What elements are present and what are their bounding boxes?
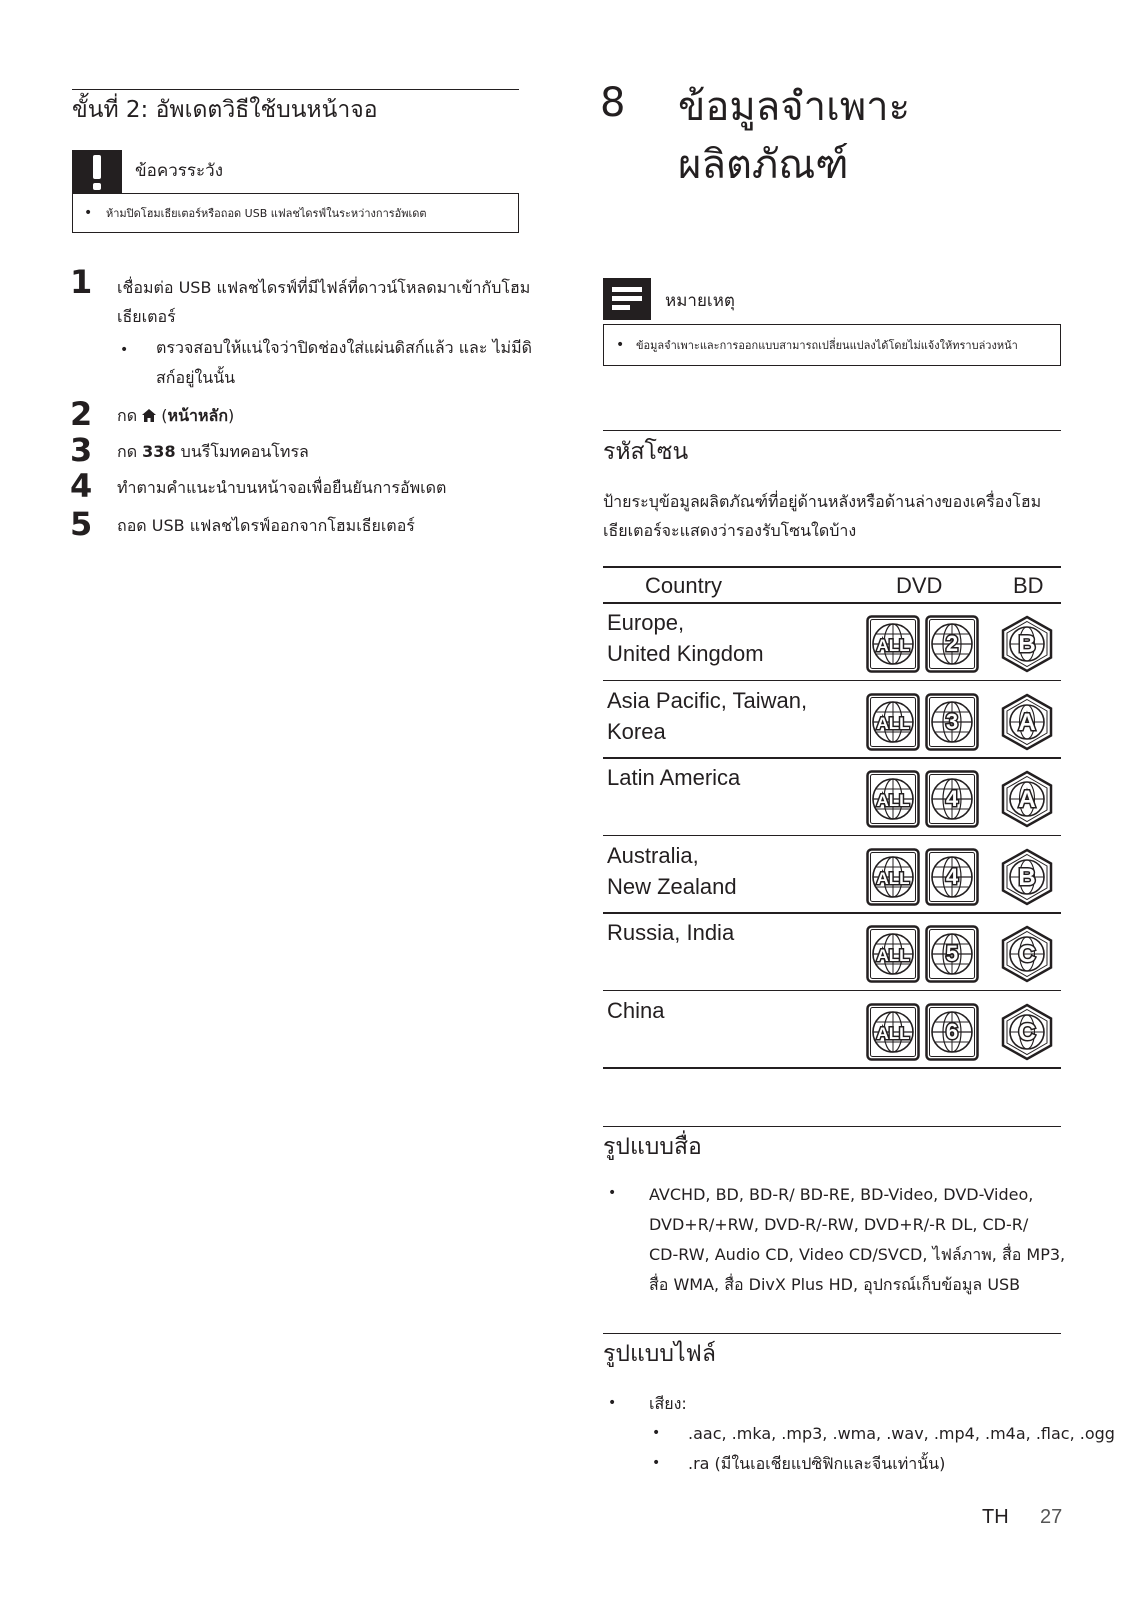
step-number: 4 xyxy=(70,467,93,505)
bd-region-b-icon xyxy=(1000,615,1054,673)
table-header-bd: BD xyxy=(1013,573,1044,598)
step-prefix: กด xyxy=(117,406,138,425)
bd-region-a-icon xyxy=(1000,770,1054,828)
svg-text:3: 3 xyxy=(945,708,959,734)
region-country: Russia, India xyxy=(607,920,735,945)
media-section-title: รูปแบบสื่อ xyxy=(603,1134,702,1160)
svg-text:4: 4 xyxy=(945,786,959,811)
region-country: Europe, xyxy=(607,610,685,635)
caution-item: ห้ามปิดโฮมเธียเตอร์หรือถอด USB แฟลชไดรฟ์ในระหว่างการอัพเดต xyxy=(106,207,427,220)
region-section-title: รหัสโซน xyxy=(603,439,689,465)
bullet-icon: • xyxy=(608,1185,617,1201)
media-line: AVCHD, BD, BD-R/ BD-RE, BD-Video, DVD-Video, xyxy=(649,1185,1034,1204)
step-text: เชื่อมต่อ USB แฟลชไดรฟ์ที่มีไฟล์ที่ดาวน์โหลดมาเข้ากับโฮม xyxy=(117,278,531,297)
region-country: China xyxy=(607,997,665,1023)
step-text: ทำตามคำแนะนำบนหน้าจอเพื่อยืนยันการอัพเดต xyxy=(117,478,447,497)
step-number: 1 xyxy=(70,263,93,301)
dvd-region-all-icon xyxy=(866,770,920,828)
dvd-region-all-icon xyxy=(866,925,920,983)
footer-language: TH xyxy=(982,1506,1009,1528)
media-line: DVD+R/+RW, DVD-R/-RW, DVD+R/-R DL, CD-R/ xyxy=(649,1215,1029,1234)
bullet-icon: • xyxy=(120,342,129,358)
table-row-rule xyxy=(603,1067,1061,1069)
svg-text:ALL: ALL xyxy=(876,713,910,733)
step-text xyxy=(117,402,234,430)
step-number: 2 xyxy=(70,395,93,433)
svg-text:4: 4 xyxy=(945,863,959,889)
file-item: เสียง: xyxy=(649,1394,687,1413)
dvd-region-4-icon xyxy=(925,770,979,828)
bullet-icon: • xyxy=(608,1395,617,1411)
section-rule xyxy=(603,1126,1061,1127)
section-rule xyxy=(72,89,519,90)
table-top-rule xyxy=(603,566,1061,568)
file-subitem: .ra (มีในเอเชียแปซิฟิกและจีนเท่านั้น) xyxy=(688,1454,946,1473)
bullet-icon: • xyxy=(616,337,625,353)
table-header-country: Country xyxy=(645,573,723,598)
dvd-region-3-icon xyxy=(925,693,979,751)
caution-icon xyxy=(72,150,122,194)
table-row-rule xyxy=(603,680,1061,682)
table-header-dvd: DVD xyxy=(896,573,943,598)
dvd-region-4-icon xyxy=(925,848,979,906)
paren-open: ( xyxy=(161,406,168,425)
note-item: ข้อมูลจำเพาะและการออกแบบสามารถเปลี่ยนแปลงได้โดยไม่แจ้งให้ทราบล่วงหน้า xyxy=(636,339,1018,352)
footer-page-number: 27 xyxy=(1040,1506,1063,1528)
home-icon xyxy=(142,409,156,422)
section-rule xyxy=(603,1333,1061,1334)
media-line: CD-RW, Audio CD, Video CD/SVCD, ไฟล์ภาพ, สื่อ MP3, xyxy=(649,1245,1066,1264)
bd-region-a-icon xyxy=(1000,693,1054,751)
file-section-title: รูปแบบไฟล์ xyxy=(603,1341,716,1367)
dvd-region-all-icon xyxy=(866,693,920,751)
svg-text:ALL: ALL xyxy=(876,946,910,965)
svg-text:C: C xyxy=(1018,941,1036,968)
chapter-title-line2: ผลิตภัณฑ์ xyxy=(678,142,849,188)
section-rule xyxy=(603,430,1061,431)
table-header-rule xyxy=(603,602,1061,604)
table-row-rule xyxy=(603,990,1061,992)
dvd-region-5-icon xyxy=(925,925,979,983)
dvd-region-6-icon xyxy=(925,1003,979,1061)
note-heading: หมายเหตุ xyxy=(665,291,735,311)
chapter-number: 8 xyxy=(600,80,626,126)
chapter-title-line1: ข้อมูลจำเพาะ xyxy=(678,84,911,130)
region-country: Korea xyxy=(607,718,666,744)
home-label: หน้าหลัก xyxy=(167,406,229,425)
file-subitem: .aac, .mka, .mp3, .wma, .wav, .mp4, .m4a, .flac, .ogg xyxy=(688,1424,1115,1443)
step-suffix: บนรีโมทคอนโทรล xyxy=(180,442,309,461)
dvd-region-2-icon xyxy=(925,615,979,673)
svg-text:A: A xyxy=(1018,708,1036,736)
section-title: ขั้นที่ 2: อัพเดตวิธีใช้บนหน้าจอ xyxy=(72,97,378,123)
svg-text:ALL: ALL xyxy=(876,791,910,810)
bd-region-c-icon xyxy=(1000,1003,1054,1061)
region-country: United Kingdom xyxy=(607,641,764,666)
svg-text:ALL: ALL xyxy=(876,868,910,888)
svg-text:ALL: ALL xyxy=(876,1023,910,1043)
step-text xyxy=(117,438,309,466)
button-code: 338 xyxy=(142,442,176,461)
dvd-region-all-icon xyxy=(866,848,920,906)
svg-text:C: C xyxy=(1018,1018,1036,1046)
region-country: Asia Pacific, Taiwan, xyxy=(607,687,808,713)
svg-text:6: 6 xyxy=(945,1018,959,1044)
step-number: 3 xyxy=(70,431,93,469)
bullet-icon: • xyxy=(84,205,93,221)
caution-heading: ข้อควรระวัง xyxy=(135,161,223,181)
table-row-rule xyxy=(603,757,1061,759)
step-number: 5 xyxy=(70,505,93,543)
region-paragraph: เธียเตอร์จะแสดงว่ารองรับโซนใดบ้าง xyxy=(603,521,857,540)
bd-region-b-icon xyxy=(1000,848,1054,906)
dvd-region-all-icon xyxy=(866,1003,920,1061)
step-subitem: ตรวจสอบให้แน่ใจว่าปิดช่องใส่แผ่นดิสก์แล้ว และ ไม่มีดิ xyxy=(156,338,533,357)
bullet-icon: • xyxy=(652,1425,661,1441)
note-icon xyxy=(603,278,651,320)
svg-text:ALL: ALL xyxy=(876,636,910,655)
region-country: New Zealand xyxy=(607,873,737,899)
svg-text:B: B xyxy=(1018,631,1036,658)
step-text: ถอด USB แฟลชไดรฟ์ออกจากโฮมเธียเตอร์ xyxy=(117,516,415,535)
svg-text:B: B xyxy=(1018,863,1036,891)
region-country: Latin America xyxy=(607,765,741,790)
region-paragraph: ป้ายระบุข้อมูลผลิตภัณฑ์ที่อยู่ด้านหลังหรือด้านล่างของเครื่องโฮม xyxy=(603,492,1042,511)
svg-text:5: 5 xyxy=(945,941,959,966)
dvd-region-all-icon xyxy=(866,615,920,673)
paren-close: ) xyxy=(228,406,235,425)
svg-text:2: 2 xyxy=(945,631,959,656)
region-country: Australia, xyxy=(607,842,699,868)
svg-text:A: A xyxy=(1018,786,1036,813)
bd-region-c-icon xyxy=(1000,925,1054,983)
bullet-icon: • xyxy=(652,1455,661,1471)
table-row-rule xyxy=(603,912,1061,914)
media-line: สื่อ WMA, สื่อ DivX Plus HD, อุปกรณ์เก็บข้อมูล USB xyxy=(649,1275,1021,1294)
step-prefix: กด xyxy=(117,442,138,461)
step-text: เธียเตอร์ xyxy=(117,307,176,326)
step-subitem: สก์อยู่ในนั้น xyxy=(156,368,236,387)
table-row-rule xyxy=(603,835,1061,837)
